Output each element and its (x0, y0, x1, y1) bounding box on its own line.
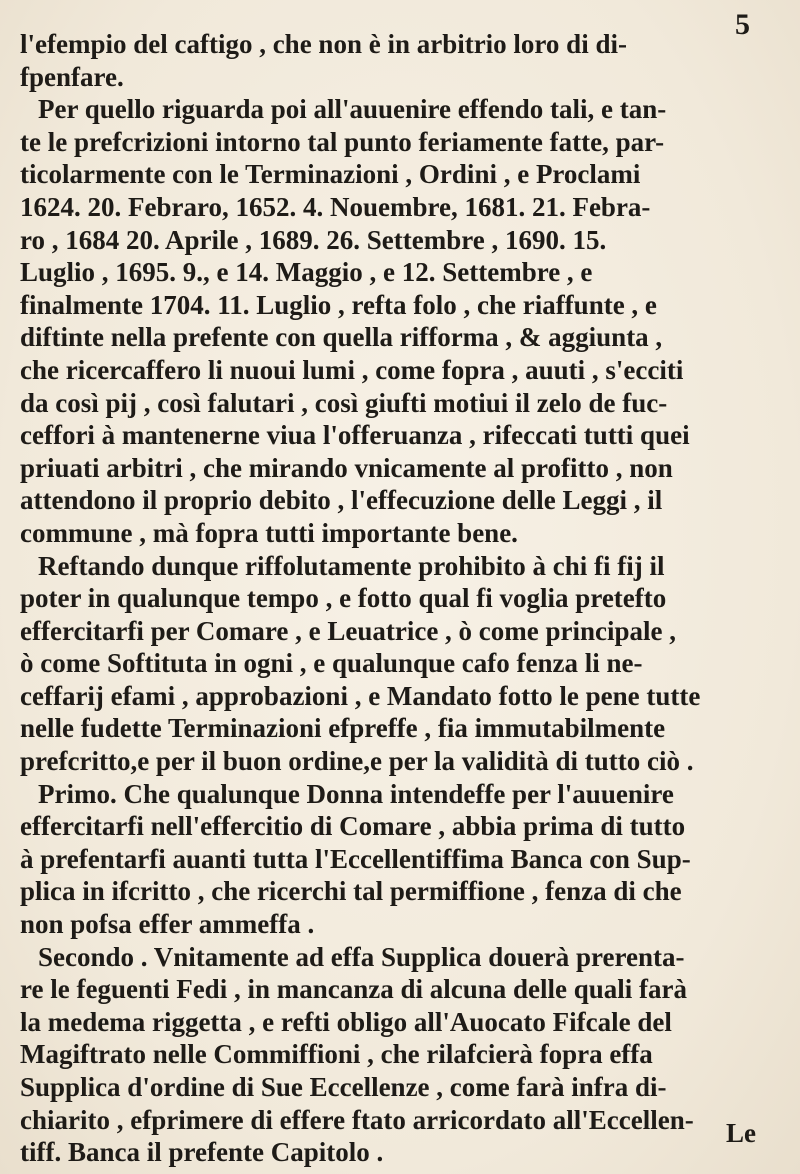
text-line: chiarito , efprimere di effere ftato arricordato all'Eccellen- (20, 1104, 694, 1135)
text-line: ceffarij efami , approbazioni , e Mandato fotto le pene tutte (20, 680, 701, 711)
text-line: Per quello riguarda poi all'auuenire effendo tali, e tan- (38, 94, 667, 125)
text-line: ò come Softituta in ogni , e qualunque cafo fenza li ne- (20, 648, 643, 679)
text-line: plica in ifcritto , che ricerchi tal permiffione , fenza di che (20, 876, 682, 907)
text-line: ticolarmente con le Terminazioni , Ordini , e Proclami (20, 159, 641, 190)
text-line: prefcritto,e per il buon ordine,e per la validità di tutto ciò . (20, 746, 694, 777)
text-line: attendono il proprio debito , l'effecuzione delle Leggi , il (20, 485, 663, 516)
page-number: 5 (735, 8, 750, 41)
text-line: poter in qualunque tempo , e fotto qual fi voglia pretefto (20, 583, 667, 614)
text-line: Secondo . Vnitamente ad effa Supplica douerà prerenta- (38, 941, 685, 972)
text-line: l'efempio del caftigo , che non è in arbitrio loro di di- (20, 29, 627, 59)
text-line: diftinte nella prefente con quella rifforma , & aggiunta , (20, 322, 663, 353)
text-line: 1624. 20. Febraro, 1652. 4. Nouembre, 1681. 21. Febra- (20, 191, 651, 222)
text-line: commune , mà fopra tutti importante bene. (20, 517, 518, 548)
text-line: Supplica d'ordine di Sue Eccellenze , come farà infra di- (20, 1072, 667, 1102)
text-line: à prefentarfi auanti tutta l'Eccellentiffima Banca con Sup- (20, 843, 691, 874)
text-line: da così pij , così falutari , così giufti motiui il zelo de fuc- (20, 387, 668, 418)
text-line: ro , 1684 20. Aprile , 1689. 26. Settembre , 1690. 15. (20, 224, 607, 255)
catchword: Le (726, 1118, 756, 1148)
text-line: ceffori à mantenerne viua l'offeruanza , rifeccati tutti quei (20, 420, 690, 451)
text-line: non pofsa effer ammeffa . (20, 909, 315, 940)
text-line: Reftando dunque riffolutamente prohibito à chi fi fij il (38, 550, 665, 581)
text-line: Magiftrato nelle Commiffioni , che rilafcierà fopra effa (20, 1039, 653, 1070)
text-line: effercitarfi per Comare , e Leuatrice , ò come principale , (20, 615, 677, 646)
text-line: Luglio , 1695. 9., e 14. Maggio , e 12. Settembre , e (20, 257, 593, 288)
text-line: che ricercaffero li nuoui lumi , come fopra , auuti , s'ecciti (20, 354, 684, 385)
text-line: effercitarfi nell'effercitio di Comare , abbia prima di tutto (20, 811, 686, 842)
page-text (20, 28, 792, 1169)
text-line: la medema riggetta , e refti obligo all'Auocato Fifcale del (20, 1006, 672, 1037)
text-line: fpenfare. (20, 61, 124, 92)
text-line: priuati arbitri , che mirando vnicamente al profitto , non (20, 452, 673, 483)
text-line: re le feguenti Fedi , in mancanza di alcuna delle quali farà (20, 974, 687, 1005)
text-line: finalmente 1704. 11. Luglio , refta folo , che riaffunte , e (20, 289, 657, 320)
text-line: nelle fudette Terminazioni efpreffe , fia immutabilmente (20, 713, 666, 744)
text-line: te le prefcrizioni intorno tal punto feriamente fatte, par- (20, 126, 665, 157)
text-line: Primo. Che qualunque Donna intendeffe per l'auuenire (38, 778, 674, 809)
text-line: tiff. Banca il prefente Capitolo . (20, 1137, 384, 1168)
